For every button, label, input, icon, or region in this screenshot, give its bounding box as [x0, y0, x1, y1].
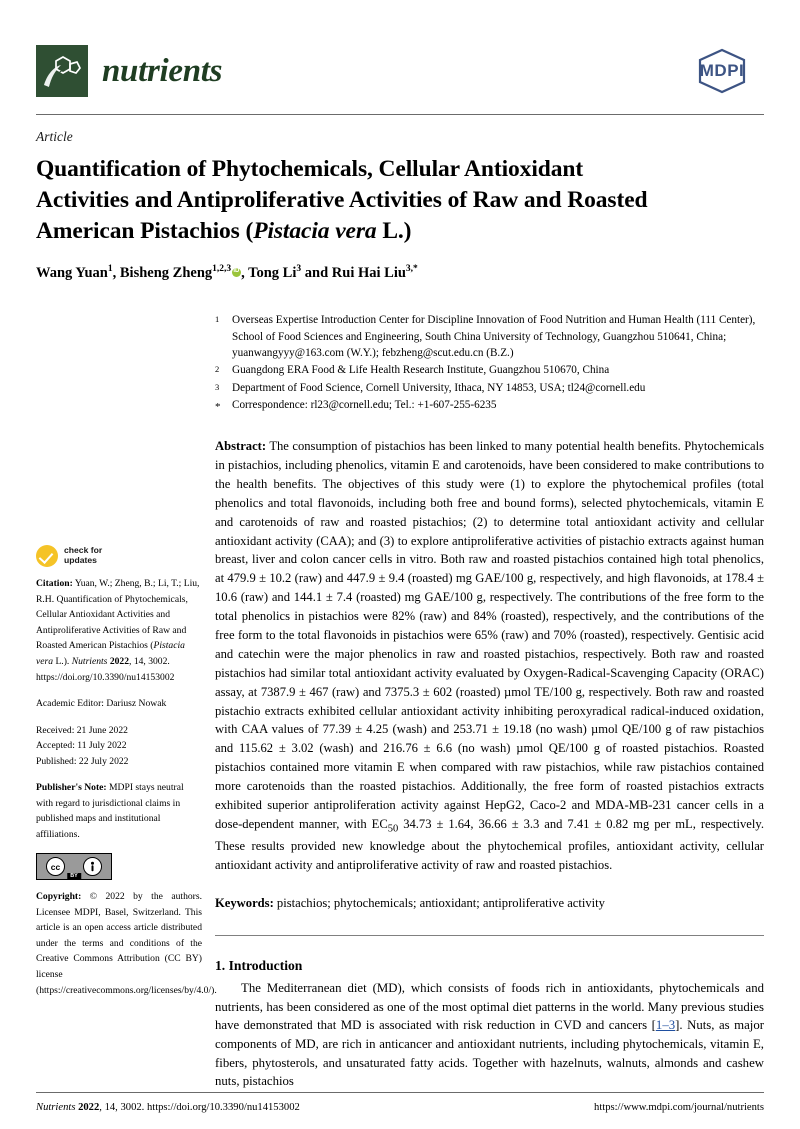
title-line-2: Activities and Antiproliferative Activities of Raw and Roasted — [36, 187, 648, 214]
abstract-ec50-subscript: 50 — [387, 823, 399, 835]
affiliations-list — [215, 312, 764, 415]
intro-text-post: ]. Nuts, as major components of MD, are rich in anticancer and antioxidant nutrients, including phytochemicals, vitamin E, fibers, phytosterols, and unsaturated fatty acids. Together with hazelnuts, walnuts, almonds and cashew nuts, pistachios — [215, 1018, 764, 1089]
cc-mark-icon: cc — [46, 857, 65, 876]
footer-divider — [36, 1092, 764, 1093]
page-footer — [36, 1092, 764, 1115]
abstract-label: Abstract: — [215, 439, 267, 454]
sidebar — [36, 305, 217, 1091]
abstract-text: The consumption of pistachios has been linked to many potential health benefits. Phytochemicals in pistachios, including phenolics, vitamin E and carotenoids, have been considered to make contributions to the health benefits. The objectives of this study were (1) to explore the phytochemical profiles (total phenolics and total flavonoids, including both free and bound forms), selected phytochemicals, vitamin E and carotenoids of raw and roasted pistachios; (2) to determine total antioxidant activity and cellular antioxidant activity (CAA); and (3) to explore antiproliferative activities of pistachio extracts against human breast, liver and colon cancer cells in vitro. Both raw and roasted pistachios contained high total phenolics, at 479.9 ± 10.2 (raw) and 447.9 ± 9.4 (roasted) mg GAE/100 g, respectively, and high flavonoids, at 178.4 ± 10.6 (raw) and 144.1 ± 7.4 (roasted) mg GAE/100 g, respectively. The contributions of the free form to the total phenolics in pistachios were 82% (raw) and 84% (roasted), respectively, and the contributions of the free form to the total flavonoids in pistachios were 65% (raw) and 70% (roasted), respectively. Gentisic acid and catechin were the major phenolics in raw and roasted pistachios, respectively. Both raw and roasted pistachios had similar total antioxidant activity evaluated by Oxygen-Radical-Scavenging Capacity (ORAC) assay, at 7387.9 ± 467 (raw) and 7375.3 ± 602 (roasted) µmol TE/100 g, respectively. Both raw and roasted pistachio extracts exhibited cellular antioxidant activity inhibiting peroxyradical radical-induced oxidation, with CAA values of 77.39 ± 4.25 (wash) and 253.71 ± 19.18 (no wash) µmol QE/100 g of raw pistachios and 115.62 ± 3.02 (wash) and 216.76 ± 6.6 (no wash) µmol QE/100 g of roasted pistachios. Roasted pistachios contained more vitamin E when compared with raw pistachios, while raw pistachios contained more carotenoids than the roasted pistachios. Additionally, the free form of roasted pistachios extracts exhibited superior antiproliferation activity against HepG2, Caco-2 and MDA-MB-231 cancer cells in a dose-dependent manner, with EC — [215, 439, 764, 831]
published-date: Published: 22 July 2022 — [36, 755, 129, 767]
masthead-left — [36, 45, 222, 97]
affiliation-marker: 1 — [215, 314, 220, 325]
cfu-line-2: updates — [64, 555, 97, 566]
affiliation-marker: 3 — [215, 381, 220, 392]
footer-journal-url[interactable]: https://www.mdpi.com/journal/nutrients — [594, 1102, 764, 1114]
citation-mid: L.). — [53, 656, 72, 667]
cc-by-label: BY — [67, 873, 81, 880]
author-affiliation-marker: 1 — [107, 264, 113, 275]
citation-species: Pistacia vera — [36, 640, 185, 667]
footer-year: 2022 — [75, 1102, 100, 1114]
cc-attribution-person-icon — [83, 857, 102, 876]
intro-text-pre: The Mediterranean diet (MD), which consists of foods rich in antioxidants, phytochemicals and nutrients, has been considered as one of the most optimal diet patterns in the world. Many previous studies have demonstrated that MD is associated with risk reduction in CVD and cancers [ — [215, 980, 764, 1033]
citation-journal: Nutrients — [71, 656, 108, 667]
author-name: Wang Yuan — [36, 265, 108, 282]
orcid-icon[interactable] — [232, 268, 241, 277]
author-list: Wang Yuan$^1$, Bisheng Zheng$^{1,2,3}$ iD , Tong Li$^3$ and Rui Hai Liu$^{3,*}$ — [36, 263, 764, 283]
svg-text:MDPI: MDPI — [699, 61, 745, 80]
citation-text-post: , 14, 3002. https://doi.org/10.3390/nu14153002 — [36, 656, 175, 683]
nutrients-logo-icon — [36, 45, 88, 97]
footer-journal-name: Nutrients — [36, 1102, 76, 1114]
accepted-date: Accepted: 11 July 2022 — [36, 740, 127, 752]
mdpi-logo-icon — [680, 46, 764, 96]
citation-year: 2022 — [107, 656, 130, 667]
page-title — [36, 154, 764, 247]
section-heading-introduction: 1. Introduction — [215, 957, 303, 973]
affiliation-item — [215, 397, 764, 415]
publisher-note-label: Publisher's Note: — [36, 782, 107, 794]
citation-label: Citation: — [36, 578, 73, 590]
author-name: Rui Hai Liu — [331, 265, 406, 282]
affiliation-marker: * — [215, 401, 221, 414]
cfu-line-1: check for — [64, 545, 103, 556]
citation-text-pre: Yuan, W.; Zheng, B.; Li, T.; Liu, R.H. Quantification of Phytochemicals, Cellular Antioxidant Activities and Antiproliferative Activities of Raw and Roasted American Pistachios ( — [36, 578, 200, 652]
check-for-updates-badge[interactable] — [36, 545, 202, 567]
title-species-name: Pistacia vera — [253, 218, 377, 245]
affiliation-marker: 2 — [215, 364, 220, 375]
reference-link-1-3[interactable]: 1–3 — [655, 1018, 676, 1033]
masthead — [36, 0, 764, 104]
footer-doi: , 14, 3002. https://doi.org/10.3390/nu14153002 — [99, 1102, 300, 1114]
copyright-block — [36, 889, 217, 998]
footer-content — [36, 1101, 764, 1115]
title-line-3-pre: American Pistachios ( — [36, 218, 254, 245]
article-type-label: Article — [36, 129, 73, 144]
copyright-label: Copyright: — [36, 891, 82, 903]
journal-name: nutrients — [102, 52, 223, 89]
title-line-3-post: L.) — [376, 218, 412, 245]
check-for-updates-label — [64, 546, 102, 566]
affiliation-text: Department of Food Science, Cornell University, Ithaca, NY 14853, USA; tl24@cornell.edu — [232, 381, 646, 394]
affiliation-text: Overseas Expertise Introduction Center for Discipline Innovation of Food Nutrition and Human Health (111 Center), School of Food Sciences and Engineering, South China University of Technology, Guangzhou 510641, China; yuanwangyyy@163.com (W.Y.); febzheng@scut.edu.cn (B.Z.) — [232, 314, 756, 360]
affiliation-text: Guangdong ERA Food & Life Health Research Institute, Guangzhou 510670, China — [232, 364, 610, 377]
correspondence-text: Correspondence: rl23@cornell.edu; Tel.: +1-607-255-6235 — [232, 399, 497, 412]
keywords-text: pistachios; phytochemicals; antioxidant; antiproliferative activity — [273, 895, 605, 910]
footer-citation — [36, 1101, 300, 1115]
main-column — [212, 305, 764, 1091]
masthead-divider — [36, 114, 764, 115]
affiliation-item — [215, 312, 764, 361]
citation-block — [36, 576, 202, 685]
received-date: Received: 21 June 2022 — [36, 724, 128, 736]
creative-commons-badge-icon[interactable] — [36, 853, 112, 880]
checkmark-icon — [36, 545, 58, 567]
keywords — [215, 894, 764, 913]
body-area — [36, 305, 764, 1091]
title-line-1: Quantification of Phytochemicals, Cellular Antioxidant — [36, 156, 584, 182]
abstract — [215, 437, 764, 875]
introduction-paragraph — [215, 979, 764, 1091]
copyright-text: © 2022 by the authors. Licensee MDPI, Basel, Switzerland. This article is an open access article distributed under the terms and conditions of the Creative Commons Attribution (CC BY) license (https://creativecommons.org/licenses/by/4.0/). — [36, 891, 217, 996]
section-divider — [215, 935, 764, 936]
publisher-note — [36, 780, 202, 842]
author-name: Bisheng Zheng — [119, 265, 213, 282]
affiliation-item — [215, 362, 764, 378]
publisher-note-text: MDPI stays neutral with regard to jurisdictional claims in published maps and institutional affiliations. — [36, 782, 184, 840]
author-affiliation-marker: 1,2,3 — [212, 264, 232, 275]
affiliation-item — [215, 380, 764, 396]
author-affiliation-marker: 3 — [296, 264, 302, 275]
author-name: Tong Li — [248, 265, 297, 282]
publication-dates — [36, 723, 202, 770]
abstract-text-tail: 34.73 ± 1.64, 36.66 ± 3.3 and 7.41 ± 0.82 mg per mL, respectively. These results provided new knowledge about the phytochemical profiles, antioxidant activity, cellular antioxidant activity and antiproliferative activity of raw and roasted pistachios. — [215, 816, 764, 873]
academic-editor: Academic Editor: Dariusz Nowak — [36, 698, 167, 710]
author-affiliation-marker: 3,* — [405, 264, 418, 275]
keywords-label: Keywords: — [215, 895, 274, 910]
